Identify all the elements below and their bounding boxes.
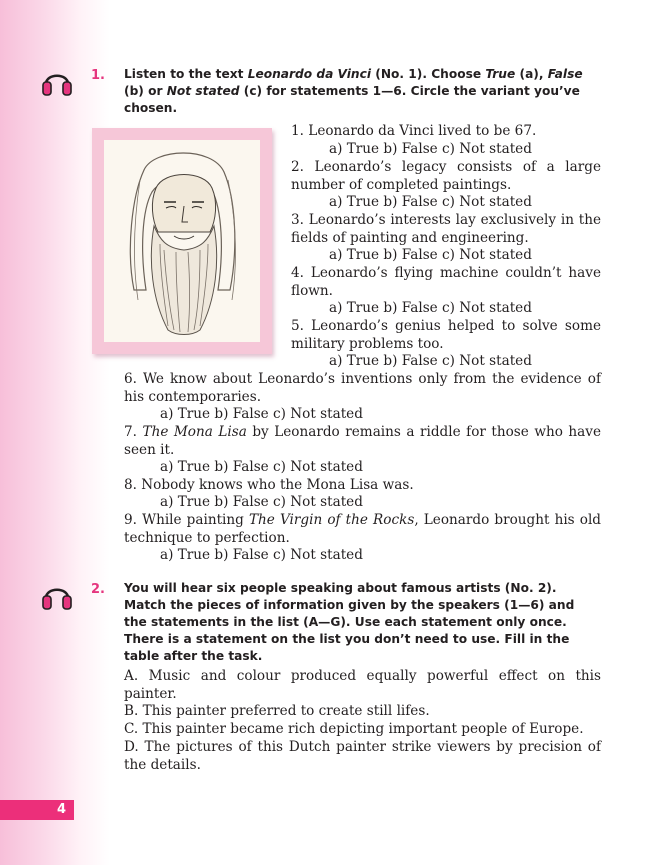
portrait-frame <box>92 128 272 354</box>
statement-3: 3. Leonardo’s interests lay exclusively in the fields of painting and engineering. <box>291 212 601 246</box>
statement-c: C. This painter became rich depicting important people of Europe. <box>124 721 584 737</box>
statement-2: 2. Leonardo’s legacy consists of a large number of completed paintings. <box>291 159 601 193</box>
statement-5: 5. Leonardo’s genius helped to solve some military problems too. <box>291 318 601 352</box>
answer-options-4[interactable]: a) True b) False c) Not stated <box>329 300 532 316</box>
task-2-number: 2. <box>91 582 105 597</box>
answer-options-5[interactable]: a) True b) False c) Not stated <box>329 353 532 369</box>
statement-4: 4. Leonardo’s flying machine couldn’t have flown. <box>291 265 601 299</box>
headphones-icon <box>41 581 73 611</box>
task-1-number: 1. <box>91 68 105 83</box>
answer-options-2[interactable]: a) True b) False c) Not stated <box>329 194 532 210</box>
statement-d: D. The pictures of this Dutch painter strike viewers by precision of the details. <box>124 739 601 773</box>
statement-9: 9. While painting The Virgin of the Rocks, Leonardo brought his old technique to perfection. <box>124 512 601 546</box>
statement-7: 7. The Mona Lisa by Leonardo remains a riddle for those who have seen it. <box>124 424 602 458</box>
statement-8: 8. Nobody knows who the Mona Lisa was. <box>124 477 414 493</box>
statement-a: A. Music and colour produced equally powerful effect on this painter. <box>124 668 601 702</box>
answer-options-8[interactable]: a) True b) False c) Not stated <box>160 494 363 510</box>
answer-options-1[interactable]: a) True b) False c) Not stated <box>329 141 532 157</box>
task-1-instruction: Listen to the text Leonardo da Vinci (No. 1). Choose True (a), False (b) or Not stated (c) for statements 1—6. Circle the variant you’ve chosen. <box>124 67 583 115</box>
statement-b: B. This painter preferred to create still lifes. <box>124 703 430 719</box>
answer-options-6[interactable]: a) True b) False c) Not stated <box>160 406 363 422</box>
task-2-instruction: You will hear six people speaking about famous artists (No. 2). Match the pieces of information given by the speakers (1—6) and the statements in the list (A—G). Use each statement only once. There is a statement on the list you don’t need to use. Fill in the table after the task. <box>124 581 575 663</box>
answer-options-9[interactable]: a) True b) False c) Not stated <box>160 547 363 563</box>
page-number: 4 <box>0 800 74 820</box>
statement-1: 1. Leonardo da Vinci lived to be 67. <box>291 123 537 139</box>
leonardo-portrait <box>104 140 260 342</box>
answer-options-7[interactable]: a) True b) False c) Not stated <box>160 459 363 475</box>
statement-6: 6. We know about Leonardo’s inventions only from the evidence of his contemporaries. <box>124 371 601 405</box>
headphones-icon <box>41 67 73 97</box>
answer-options-3[interactable]: a) True b) False c) Not stated <box>329 247 532 263</box>
